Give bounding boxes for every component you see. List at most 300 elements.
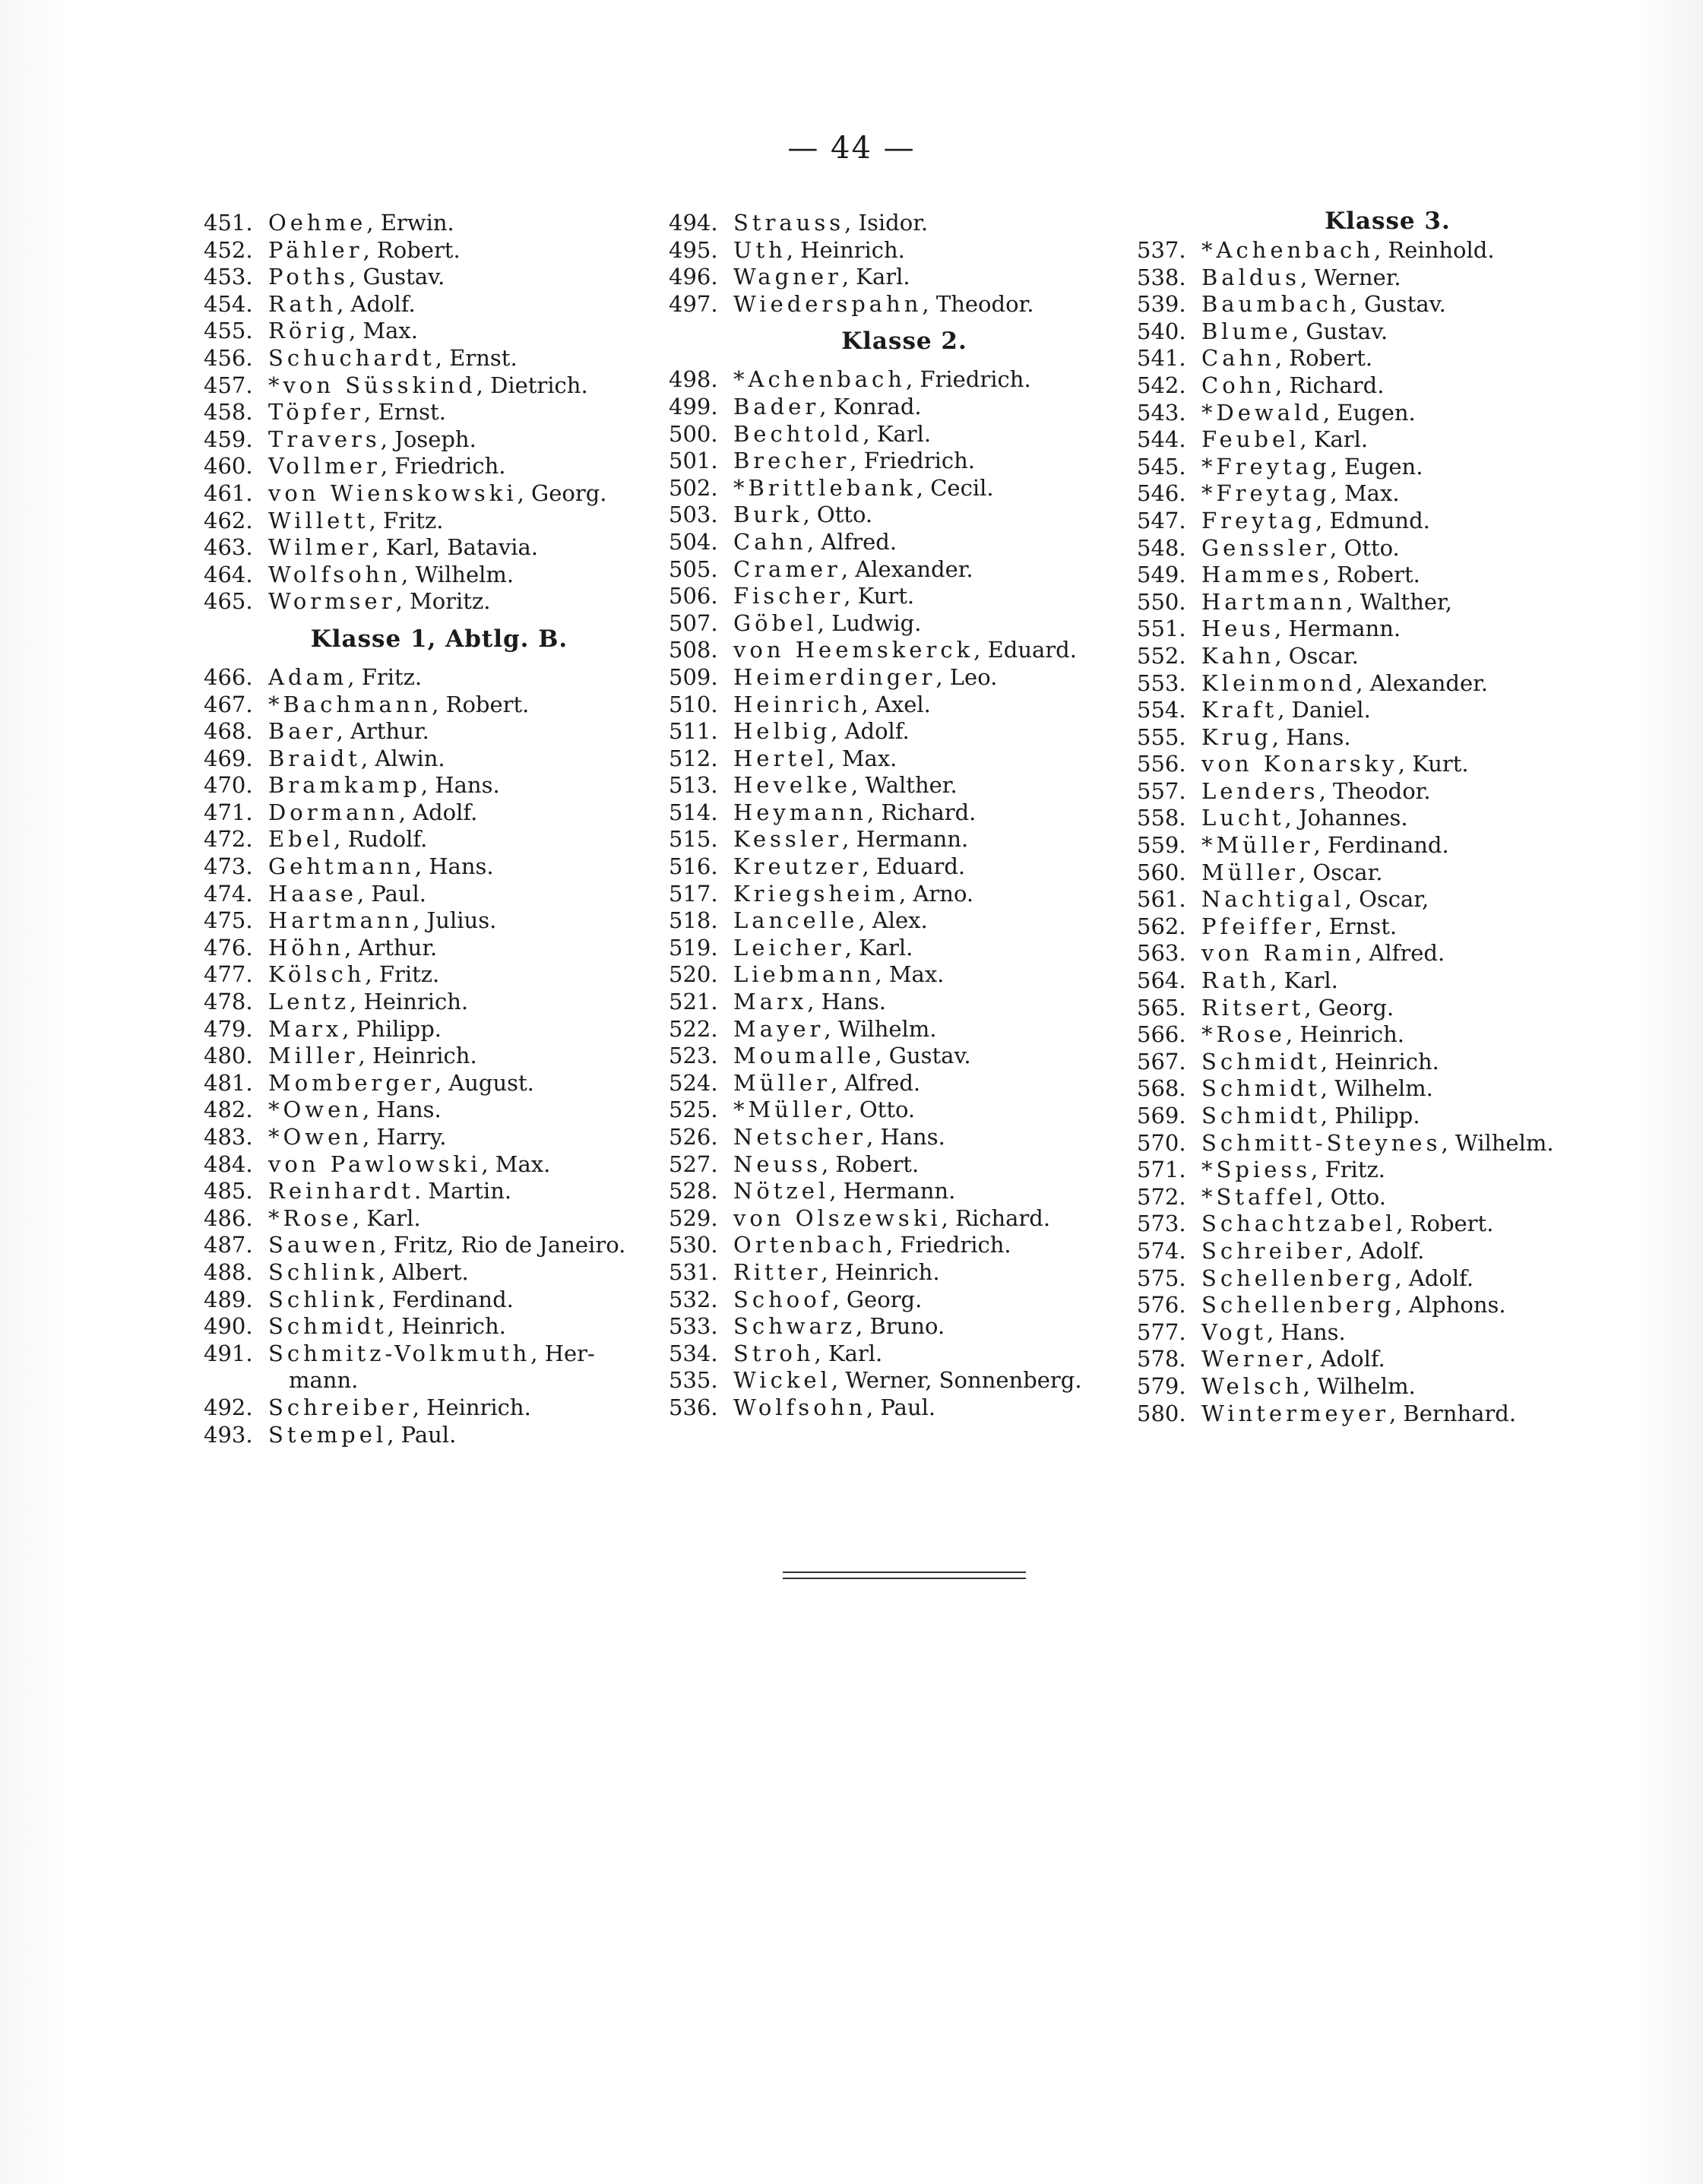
entry-given-name: , August.	[434, 1069, 534, 1096]
entry-number: 513.	[669, 772, 718, 799]
name-entry	[1137, 400, 1638, 427]
entry-given-name: , Joseph.	[380, 426, 476, 452]
entry-given-name: , Eduard.	[862, 853, 966, 880]
name-entry	[204, 1016, 675, 1043]
entry-number: 574.	[1137, 1237, 1186, 1264]
entry-given-name: , Dietrich.	[476, 372, 588, 398]
name-entry	[204, 1394, 675, 1422]
entry-surname: Vogt	[1201, 1318, 1267, 1345]
entry-surname: Cahn	[733, 528, 807, 555]
entry-given-name: , Georg.	[832, 1286, 923, 1312]
name-entry	[1137, 1049, 1638, 1076]
entry-given-name: , Hans.	[420, 772, 500, 799]
entry-given-name: , Otto.	[845, 1097, 916, 1123]
entry-surname: Schmitt-Steynes	[1201, 1129, 1442, 1156]
entry-number: 578.	[1137, 1346, 1186, 1372]
entry-continuation: mann.	[289, 1367, 359, 1394]
entry-given-name: , Konrad.	[819, 393, 922, 419]
name-entry	[1137, 697, 1638, 724]
entry-given-name: , Karl.	[1270, 967, 1338, 994]
name-entry	[204, 692, 675, 719]
entry-number: 517.	[669, 880, 718, 907]
entry-given-name: , Heinrich.	[1285, 1021, 1404, 1048]
entry-surname: Hartmann	[1201, 588, 1347, 615]
entry-surname: Dormann	[268, 799, 399, 825]
entry-surname: *Freytag	[1201, 480, 1331, 507]
entry-surname: Krug	[1201, 723, 1272, 750]
entry-given-name: , Theodor.	[922, 290, 1034, 317]
entry-number: 521.	[669, 989, 718, 1015]
name-entry	[669, 1313, 1140, 1340]
entry-given-name: , Karl.	[352, 1204, 421, 1231]
entry-given-name: , Otto.	[1316, 1183, 1386, 1210]
entry-number: 514.	[669, 799, 718, 825]
entry-number: 485.	[204, 1178, 253, 1204]
entry-number: 544.	[1137, 426, 1186, 453]
entry-surname: *Müller	[733, 1097, 846, 1123]
name-entry	[204, 318, 675, 345]
name-entry	[204, 1422, 675, 1449]
entry-surname: Adam	[268, 663, 348, 690]
entry-surname: Cramer	[733, 555, 841, 582]
name-entry	[1137, 859, 1638, 887]
name-column-1	[204, 210, 675, 1448]
name-entry	[204, 1287, 675, 1314]
entry-number: 509.	[669, 663, 718, 690]
entry-number: 472.	[204, 826, 253, 853]
name-entry	[204, 345, 675, 372]
entry-given-name: , Leo.	[935, 663, 998, 690]
name-entry	[1137, 724, 1638, 752]
entry-surname: Kleinmond	[1201, 669, 1356, 696]
entry-number: 451.	[204, 210, 253, 236]
name-entry	[1137, 372, 1638, 400]
entry-surname: Hertel	[733, 745, 828, 771]
name-entry	[669, 1097, 1140, 1124]
entry-surname: Miller	[268, 1043, 359, 1069]
entry-given-name: , Wilhelm.	[824, 1015, 937, 1042]
name-entry	[204, 508, 675, 535]
entry-given-name: , Richard.	[866, 799, 977, 825]
entry-given-name: , Arthur.	[336, 718, 429, 745]
entry-given-name: , Heinrich.	[412, 1394, 531, 1420]
name-entry	[1137, 562, 1638, 589]
name-entry	[204, 1097, 675, 1124]
entry-surname: Marx	[733, 989, 808, 1015]
entry-given-name: , Walther,	[1346, 588, 1452, 615]
entry-surname: Cohn	[1201, 372, 1276, 398]
entry-number: 478.	[204, 989, 253, 1015]
entry-given-name: , Oscar,	[1344, 886, 1429, 913]
entry-surname: Mayer	[733, 1015, 825, 1042]
entry-surname: von Konarsky	[1201, 751, 1398, 777]
entry-surname: Kriegsheim	[733, 880, 900, 907]
entry-surname: Schmidt	[268, 1313, 388, 1340]
entry-surname: Baumbach	[1201, 291, 1350, 318]
name-entry	[204, 853, 675, 881]
entry-given-name: , Otto.	[802, 502, 873, 528]
entry-surname: Lenders	[1201, 777, 1319, 804]
entry-surname: Pähler	[268, 236, 363, 263]
name-entry	[1137, 1184, 1638, 1211]
name-entry	[669, 664, 1140, 692]
entry-number: 481.	[204, 1069, 253, 1096]
name-entry	[204, 772, 675, 799]
name-entry	[204, 562, 675, 589]
entry-surname: Kahn	[1201, 642, 1275, 669]
entry-surname: Schwarz	[733, 1313, 856, 1340]
entry-number: 462.	[204, 507, 253, 533]
entry-surname: Baldus	[1201, 264, 1300, 290]
entry-surname: *Staffel	[1201, 1183, 1317, 1210]
entry-number: 457.	[204, 372, 253, 398]
entry-given-name: , Friedrich.	[850, 448, 975, 474]
entry-number: 541.	[1137, 345, 1186, 372]
entry-given-name: , Otto.	[1330, 534, 1400, 561]
entry-surname: Schlink	[268, 1286, 378, 1312]
name-entry	[669, 989, 1140, 1016]
entry-number: 525.	[669, 1097, 718, 1123]
entry-number: 495.	[669, 236, 718, 263]
name-entry	[1137, 886, 1638, 913]
name-entry	[669, 799, 1140, 827]
entry-given-name: , Moritz.	[395, 588, 491, 615]
entry-given-name: , Friedrich.	[905, 366, 1031, 393]
section-end-rule	[783, 1572, 1026, 1584]
entry-number: 490.	[204, 1313, 253, 1340]
entry-given-name: , Heinrich.	[350, 989, 469, 1015]
entry-number: 572.	[1137, 1183, 1186, 1210]
entry-given-name: , Robert.	[1322, 562, 1420, 588]
entry-given-name: , Albert.	[378, 1258, 469, 1285]
entry-given-name: , Johannes.	[1284, 805, 1408, 831]
entry-surname: Schreiber	[268, 1394, 413, 1420]
entry-surname: Ritsert	[1201, 994, 1305, 1021]
entry-number: 500.	[669, 420, 718, 447]
entry-surname: Bechtold	[733, 420, 863, 447]
name-entry	[1137, 1130, 1638, 1157]
name-entry	[669, 1340, 1140, 1368]
entry-number: 519.	[669, 934, 718, 961]
entry-given-name: , Erwin.	[366, 210, 454, 236]
name-entry	[669, 394, 1140, 421]
entry-given-name: , Adolf.	[1306, 1346, 1385, 1372]
entry-surname: Schreiber	[1201, 1237, 1346, 1264]
entry-surname: *von Süsskind	[268, 372, 476, 398]
entry-surname: Hartmann	[268, 907, 413, 934]
entry-number: 534.	[669, 1340, 718, 1366]
name-entry	[204, 961, 675, 989]
name-entry	[669, 1178, 1140, 1205]
entry-given-name: , Hans.	[1266, 1318, 1346, 1345]
name-entry	[669, 1124, 1140, 1151]
entry-surname: *Dewald	[1201, 399, 1323, 426]
entry-number: 561.	[1137, 886, 1186, 913]
entry-given-name: , Hans.	[807, 989, 886, 1015]
entry-surname: Wolfsohn	[733, 1394, 867, 1420]
name-entry	[669, 448, 1140, 475]
entry-number: 480.	[204, 1043, 253, 1069]
entry-given-name: , Robert.	[432, 691, 530, 717]
name-entry	[204, 1124, 675, 1151]
name-entry	[669, 1232, 1140, 1259]
entry-number: 540.	[1137, 318, 1186, 344]
entry-number: 567.	[1137, 1048, 1186, 1075]
entry-surname: Wickel	[733, 1367, 831, 1394]
name-entry	[204, 1043, 675, 1070]
entry-surname: Schmitz-Volkmuth	[268, 1340, 531, 1366]
entry-given-name: , Ferdinand.	[1313, 832, 1449, 859]
entry-number: 510.	[669, 691, 718, 717]
name-entry	[1137, 940, 1638, 967]
entry-surname: Nachtigal	[1201, 886, 1345, 913]
entry-surname: Strauss	[733, 210, 845, 236]
entry-given-name: , Paul.	[387, 1421, 457, 1448]
entry-number: 488.	[204, 1258, 253, 1285]
entry-given-name: , Heinrich.	[1320, 1048, 1439, 1075]
name-entry	[1137, 670, 1638, 698]
entry-given-name: , Gustav.	[1291, 318, 1388, 344]
entry-surname: Schoof	[733, 1286, 833, 1312]
name-entry	[669, 1016, 1140, 1043]
entry-given-name: , Hans.	[362, 1097, 442, 1123]
entry-given-name: , Alexander.	[1356, 669, 1489, 696]
entry-given-name: , Max.	[875, 961, 945, 988]
entry-number: 568.	[1137, 1075, 1186, 1102]
entry-surname: Cahn	[1201, 345, 1275, 372]
entry-given-name: , Ernst.	[1315, 913, 1398, 939]
entry-number: 577.	[1137, 1318, 1186, 1345]
entry-surname: Heinrich	[733, 691, 862, 717]
entry-given-name: , Richard.	[941, 1204, 1051, 1231]
entry-number: 518.	[669, 907, 718, 934]
entry-given-name: , Alfred.	[806, 528, 897, 555]
entry-given-name: , Alphons.	[1394, 1292, 1506, 1318]
entry-number: 535.	[669, 1367, 718, 1394]
entry-given-name: , Alexander.	[840, 555, 973, 582]
entry-given-name: , Kurt.	[844, 583, 915, 609]
name-entry	[1137, 995, 1638, 1022]
entry-given-name: , Gustav.	[1350, 291, 1446, 318]
entry-number: 493.	[204, 1421, 253, 1448]
entry-surname: Blume	[1201, 318, 1292, 344]
entry-surname: von Ramin	[1201, 940, 1355, 967]
entry-given-name: , Robert.	[1274, 345, 1373, 372]
entry-surname: Wilmer	[268, 534, 372, 561]
entry-number: 562.	[1137, 913, 1186, 939]
entry-surname: Nötzel	[733, 1178, 830, 1204]
name-entry	[1137, 426, 1638, 454]
entry-given-name: , Max.	[349, 318, 418, 344]
name-entry	[204, 826, 675, 853]
entry-number: 566.	[1137, 1021, 1186, 1048]
name-entry	[204, 1151, 675, 1179]
entry-surname: Töpfer	[268, 399, 365, 426]
entry-surname: Wintermeyer	[1201, 1400, 1389, 1426]
entry-number: 504.	[669, 528, 718, 555]
entry-surname: Schmidt	[1201, 1075, 1321, 1102]
entry-number: 560.	[1137, 859, 1186, 885]
entry-number: 530.	[669, 1232, 718, 1258]
entry-surname: Kraft	[1201, 697, 1278, 723]
entry-number: 520.	[669, 961, 718, 988]
entry-surname: Heus	[1201, 616, 1275, 642]
entry-surname: *Achenbach	[733, 366, 906, 393]
entry-number: 491.	[204, 1340, 253, 1366]
name-entry	[669, 1205, 1140, 1233]
name-entry	[204, 935, 675, 962]
name-entry	[204, 1340, 675, 1368]
entry-number: 466.	[204, 663, 253, 690]
name-entry	[669, 935, 1140, 962]
entry-number: 515.	[669, 826, 718, 853]
name-entry	[1137, 508, 1638, 535]
entry-given-name: , Karl, Batavia.	[372, 534, 539, 561]
entry-number: 486.	[204, 1204, 253, 1231]
entry-number: 452.	[204, 236, 253, 263]
entry-number: 551.	[1137, 616, 1186, 642]
name-entry	[204, 989, 675, 1016]
name-entry	[1137, 913, 1638, 941]
entry-surname: Schlink	[268, 1258, 378, 1285]
name-entry	[1137, 805, 1638, 832]
entry-given-name: , Arno.	[899, 880, 974, 907]
entry-number: 533.	[669, 1313, 718, 1340]
name-entry	[204, 907, 675, 935]
name-entry	[1137, 1211, 1638, 1238]
entry-number: 548.	[1137, 534, 1186, 561]
entry-surname: Neuss	[733, 1151, 821, 1177]
entry-given-name: , Her-	[530, 1340, 595, 1366]
entry-given-name: , Alfred.	[1354, 940, 1445, 967]
entry-number: 458.	[204, 399, 253, 426]
entry-number: 555.	[1137, 723, 1186, 750]
entry-number: 470.	[204, 772, 253, 799]
entry-given-name: , Heinrich.	[387, 1313, 506, 1340]
entry-surname: Travers	[268, 426, 381, 452]
entry-surname: Heimerdinger	[733, 663, 936, 690]
entry-given-name: , Kurt.	[1398, 751, 1469, 777]
entry-surname: Baer	[268, 718, 337, 745]
name-entry	[1137, 1292, 1638, 1319]
entry-surname: Lancelle	[733, 907, 859, 934]
entry-surname: Ortenbach	[733, 1232, 886, 1258]
entry-number: 492.	[204, 1394, 253, 1420]
name-entry	[204, 291, 675, 318]
entry-given-name: , Wilhelm.	[1441, 1129, 1554, 1156]
entry-surname: *Rose	[1201, 1021, 1286, 1048]
entry-surname: Willett	[268, 507, 369, 533]
entry-given-name: , Friedrich.	[885, 1232, 1011, 1258]
entry-given-name: , Wilhelm.	[401, 561, 514, 587]
entry-given-name: , Heinrich.	[358, 1043, 477, 1069]
entry-number: 474.	[204, 880, 253, 907]
name-column-3	[1137, 207, 1638, 1427]
entry-given-name: , Adolf.	[1394, 1265, 1474, 1291]
entry-number: 511.	[669, 718, 718, 745]
entry-number: 524.	[669, 1069, 718, 1096]
class-heading: Klasse 1, Abtlg. B.	[310, 625, 568, 653]
entry-surname: Feubel	[1201, 426, 1300, 453]
entry-surname: Hevelke	[733, 772, 852, 799]
entry-number: 576.	[1137, 1292, 1186, 1318]
name-entry	[669, 264, 1140, 291]
entry-given-name: , Heinrich.	[786, 236, 905, 263]
name-entry	[1137, 1373, 1638, 1401]
entry-surname: Stroh	[733, 1340, 815, 1366]
entry-surname: von Wienskowski	[268, 480, 518, 506]
entry-surname: Rörig	[268, 318, 349, 344]
entry-surname: Brecher	[733, 448, 850, 474]
entry-surname: Rath	[1201, 967, 1271, 994]
entry-number: 516.	[669, 853, 718, 880]
entry-number: 464.	[204, 561, 253, 587]
entry-number: 483.	[204, 1124, 253, 1150]
name-entry	[1137, 1319, 1638, 1347]
name-entry	[204, 1178, 675, 1205]
entry-surname: Liebmann	[733, 961, 875, 988]
entry-number: 580.	[1137, 1400, 1186, 1426]
name-entry	[1137, 535, 1638, 562]
entry-given-name: , Gustav.	[349, 264, 445, 290]
entry-given-name: , Hermann.	[842, 826, 969, 853]
entry-surname: Kessler	[733, 826, 843, 853]
name-entry	[669, 961, 1140, 989]
page-number: — 44 —	[787, 131, 916, 166]
name-entry	[669, 1070, 1140, 1097]
entry-number: 467.	[204, 691, 253, 717]
rule-line-top	[783, 1572, 1026, 1573]
entry-surname: Fischer	[733, 583, 844, 609]
entry-surname: Sauwen	[268, 1232, 380, 1258]
entry-surname: Leicher	[733, 934, 845, 961]
entry-surname: Hammes	[1201, 562, 1323, 588]
entry-given-name: , Fritz.	[365, 961, 440, 988]
entry-surname: Heymann	[733, 799, 867, 825]
entry-surname: Burk	[733, 502, 803, 528]
name-entry	[669, 692, 1140, 719]
entry-surname: Helbig	[733, 718, 831, 745]
entry-given-name: , Adolf.	[831, 718, 910, 745]
entry-given-name: , Werner.	[1300, 264, 1401, 290]
entry-given-name: , Fritz, Rio de Janeiro.	[379, 1232, 626, 1258]
entry-given-name: , Philipp.	[1320, 1103, 1420, 1128]
entry-surname: Schmidt	[1201, 1048, 1321, 1075]
name-entry	[1137, 454, 1638, 481]
name-entry	[204, 1313, 675, 1340]
entry-given-name: , Hermann.	[1274, 616, 1401, 642]
entry-given-name: , Adolf.	[337, 290, 416, 317]
name-entry	[669, 291, 1140, 318]
entry-given-name: , Karl.	[863, 420, 932, 447]
entry-given-name: , Julius.	[413, 907, 497, 934]
entry-number: 456.	[204, 344, 253, 371]
entry-number: 484.	[204, 1151, 253, 1177]
name-entry	[204, 426, 675, 454]
entry-given-name: , Max.	[1330, 480, 1400, 507]
entry-number: 494.	[669, 210, 718, 236]
entry-given-name: , Robert.	[362, 236, 461, 263]
entry-given-name: , Fritz.	[369, 507, 444, 533]
entry-number: 523.	[669, 1043, 718, 1069]
entry-number: 489.	[204, 1286, 253, 1312]
entry-number: 459.	[204, 426, 253, 452]
name-entry	[1137, 589, 1638, 616]
name-entry	[669, 583, 1140, 610]
name-entry	[204, 799, 675, 827]
entry-surname: Müller	[733, 1069, 831, 1096]
entry-number: 579.	[1137, 1372, 1186, 1399]
